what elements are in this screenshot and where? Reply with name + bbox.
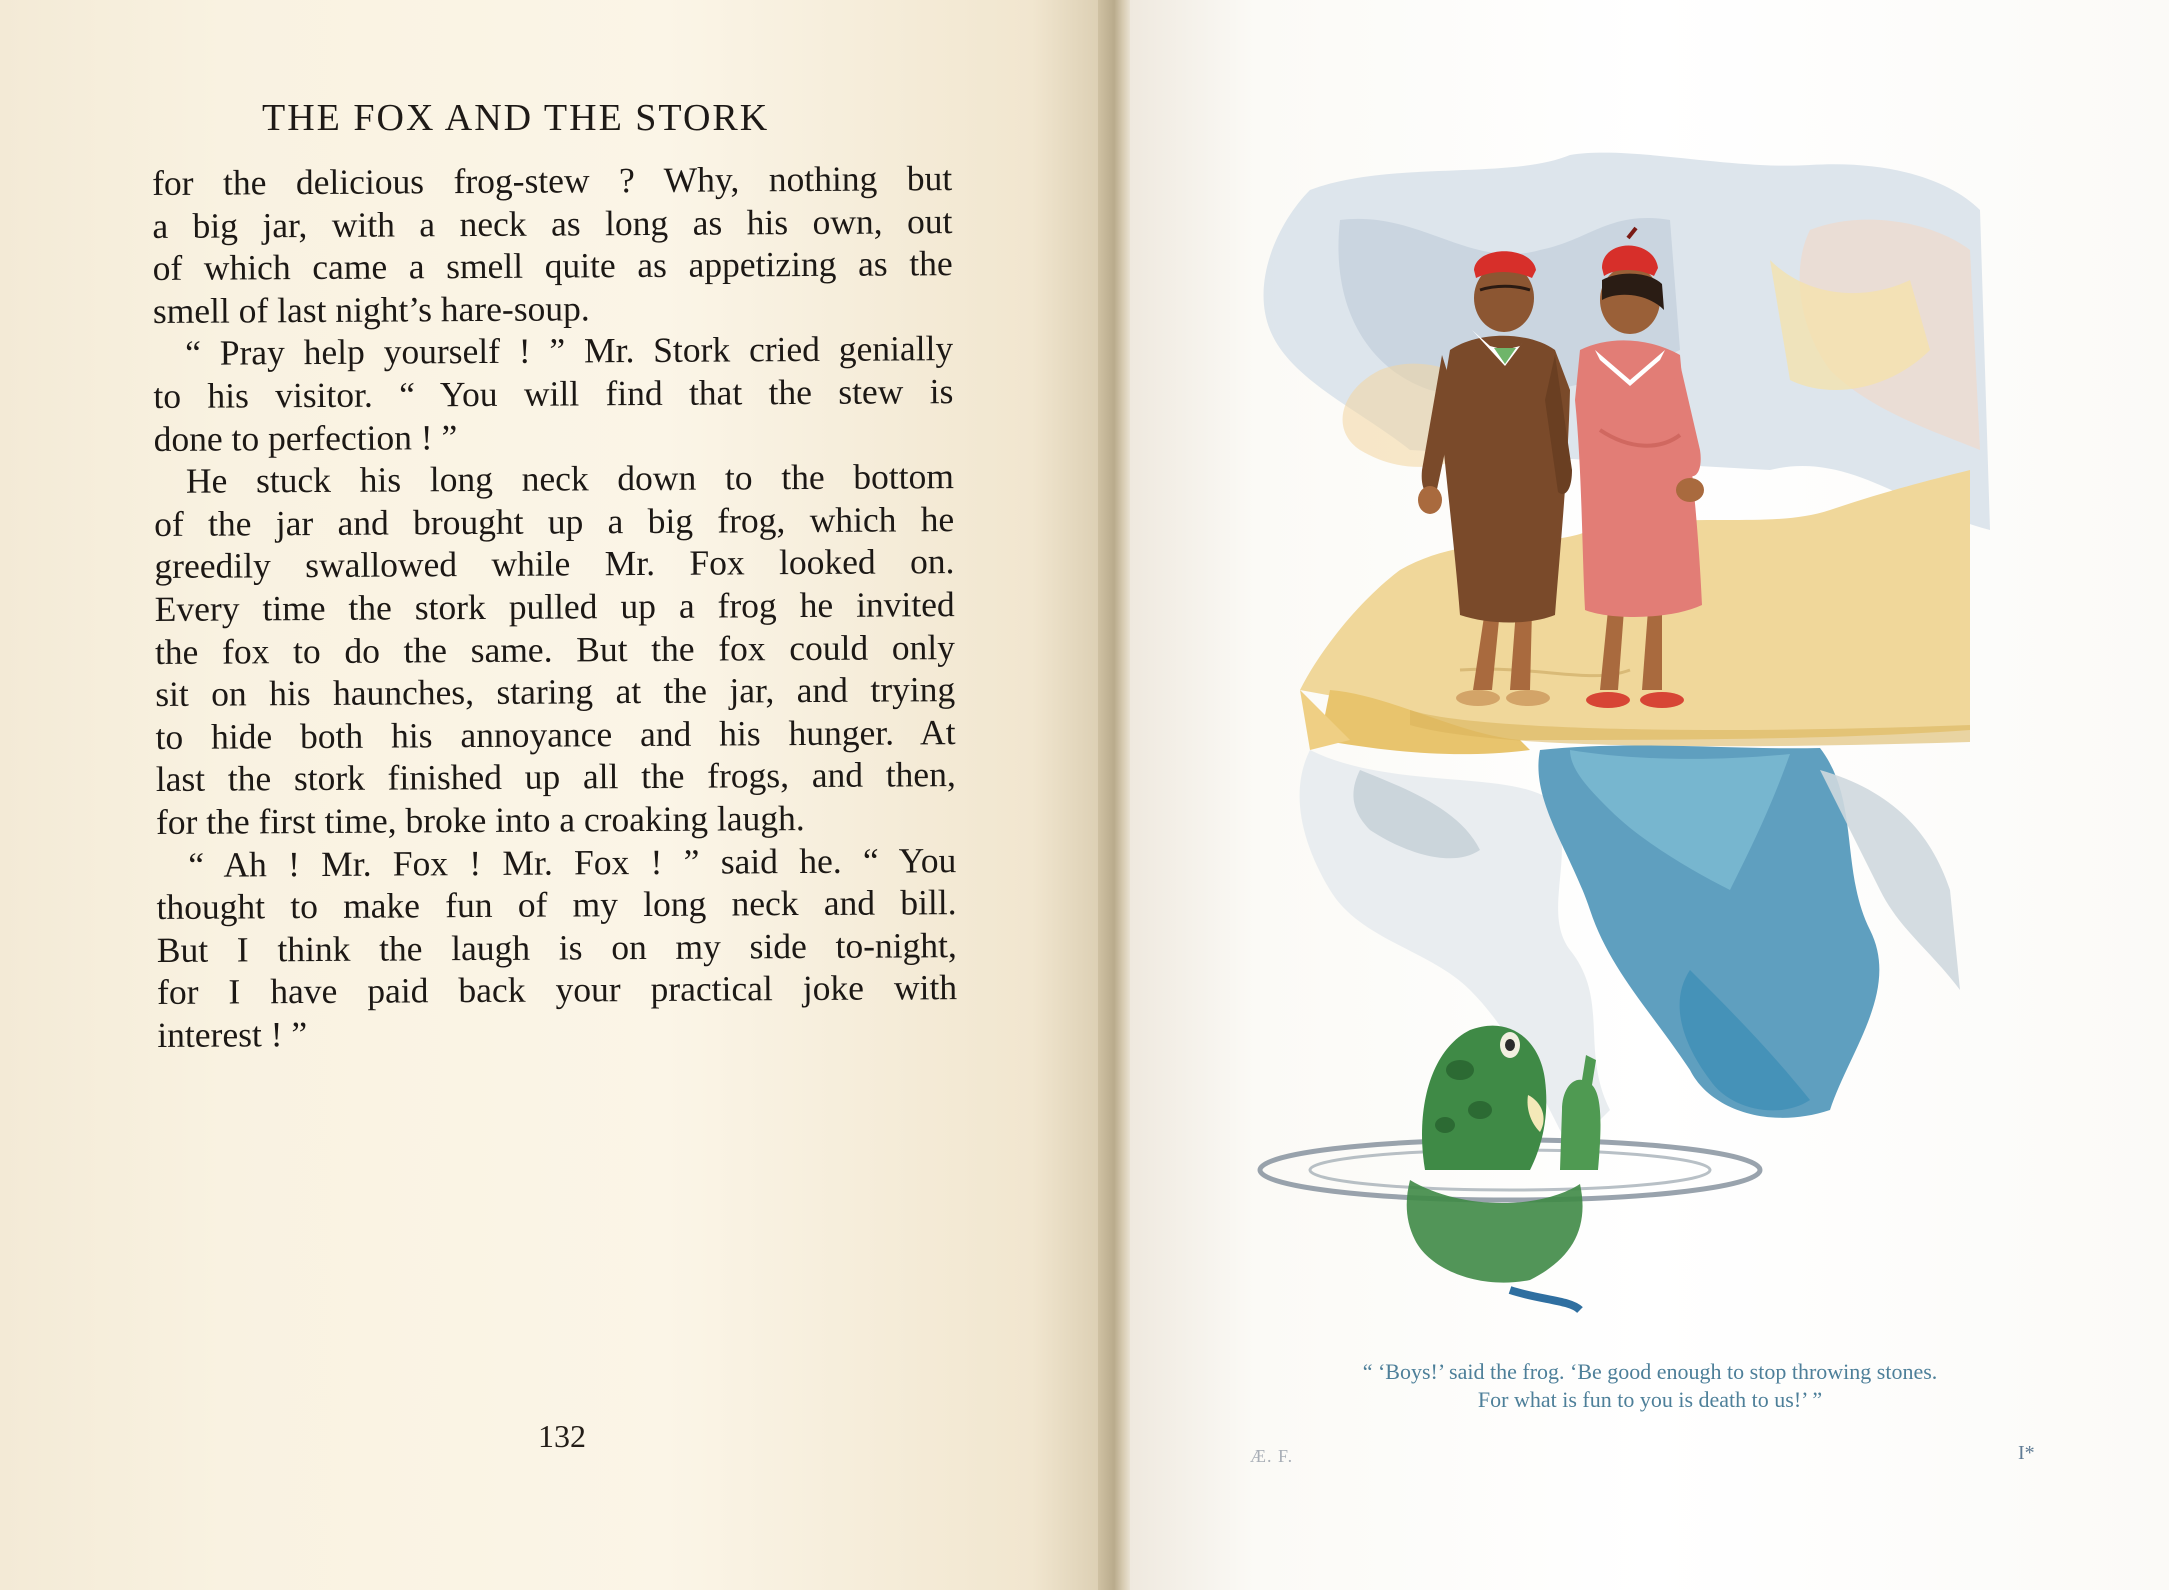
page-number: 132 xyxy=(538,1418,586,1454)
text-line: “ Pray help yourself ! ” Mr. Stork cried genially xyxy=(185,328,954,374)
text-line: thought to make fun of my long neck and bill. xyxy=(156,882,957,928)
text-line: greedily swallowed while Mr. Fox looked on. xyxy=(154,541,955,587)
frog-and-boys-illustration xyxy=(1210,150,2000,1340)
text-line: for the first time, broke into a croaking laugh. xyxy=(155,797,805,842)
text-line: But I think the laugh is on my side to-night, xyxy=(156,924,957,970)
text-line: of which came a smell quite as appetizing as the xyxy=(152,243,953,289)
text-line: Every time the stork pulled up a frog he invited xyxy=(154,584,955,629)
running-head: THE FOX AND THE STORK xyxy=(262,97,770,139)
story-text xyxy=(152,157,957,1056)
illustration-caption xyxy=(1240,1358,2060,1414)
text-line: interest ! ” xyxy=(157,1013,308,1055)
text-line: sit on his haunches, staring at the jar, and trying xyxy=(155,669,956,715)
signature-mark: Æ. F. xyxy=(1250,1446,1294,1466)
text-line: “ Ah ! Mr. Fox ! Mr. Fox ! ” said he. “ You xyxy=(188,839,957,885)
text-line: a big jar, with a neck as long as his own, out xyxy=(152,200,953,246)
frog-in-water xyxy=(1260,1026,1760,1310)
text-line: of the jar and brought up a big frog, which he xyxy=(154,498,955,544)
text-line: last the stork finished up all the frogs, and then, xyxy=(155,754,956,800)
book-gutter xyxy=(1098,0,1134,1590)
text-line: smell of last night’s hare-soup. xyxy=(152,288,590,331)
text-line: done to perfection ! ” xyxy=(153,416,458,459)
text-line: to his visitor. “ You will find that the stew is xyxy=(153,371,954,416)
text-line: for I have paid back your practical joke with xyxy=(156,967,958,1013)
pond-reflection xyxy=(1300,745,1960,1150)
text-line: to hide both his annoyance and his hunger. At xyxy=(155,711,956,757)
caption-line: “ ‘Boys!’ said the frog. ‘Be good enough to stop throwing stones. xyxy=(1362,1359,1938,1384)
text-line: the fox to do the same. But the fox could only xyxy=(154,626,956,672)
caption-line: For what is fun to you is death to us!’ ” xyxy=(1477,1387,1823,1412)
text-line: He stuck his long neck down to the bottom xyxy=(185,456,955,501)
text-line: for the delicious frog-stew ? Why, nothing but xyxy=(152,158,953,203)
sheet-mark: I* xyxy=(2018,1442,2035,1464)
